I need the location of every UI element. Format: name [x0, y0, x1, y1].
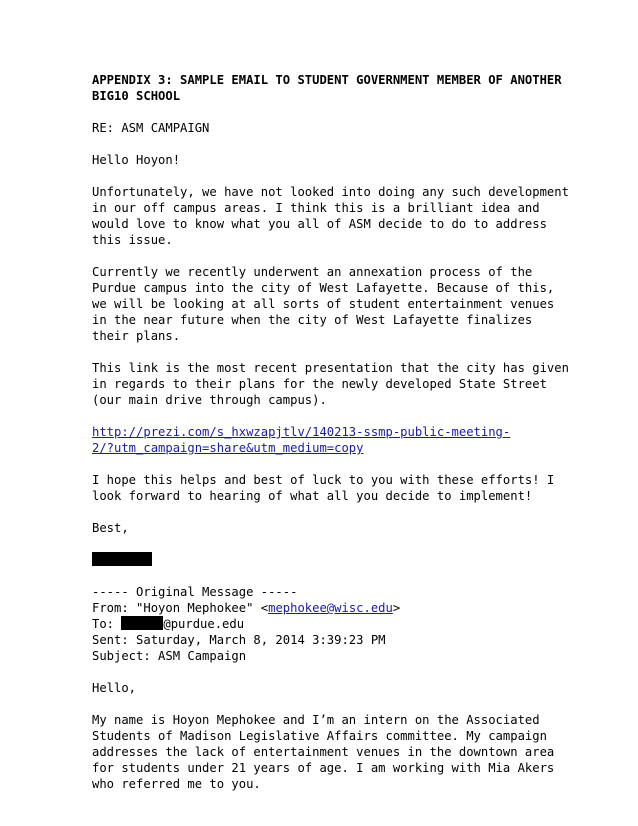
prezi-link[interactable] [92, 424, 562, 456]
paragraph-line: addresses the lack of entertainment venues in the downtown area [92, 745, 555, 759]
spacer [92, 344, 562, 360]
paragraph-line: This link is the most recent presentation that the city has given [92, 361, 569, 375]
prezi-link-line-2[interactable]: 2/?utm_campaign=share&utm_medium=copy [92, 441, 364, 455]
to-label: To: [92, 617, 122, 631]
paragraph-line: we will be looking at all sorts of student entertainment venues [92, 297, 555, 311]
reply-paragraph-1 [92, 184, 569, 248]
reply-paragraph-3 [92, 360, 569, 408]
spacer [92, 696, 562, 712]
spacer [92, 664, 562, 680]
reply-paragraph-2 [92, 264, 562, 344]
paragraph-line: their plans. [92, 329, 181, 343]
paragraph-line: (our main drive through campus). [92, 393, 327, 407]
redacted-recipient [121, 616, 163, 630]
original-from-line [92, 600, 562, 616]
spacer [92, 104, 562, 120]
original-sent-line: Sent: Saturday, March 8, 2014 3:39:23 PM [92, 633, 386, 647]
paragraph-line: this issue. [92, 233, 173, 247]
paragraph-line: in our off campus areas. I think this is a brilliant idea and [92, 201, 540, 215]
spacer [92, 504, 562, 520]
signature-line [92, 552, 562, 568]
prezi-link-line-1[interactable]: http://prezi.com/s_hxwzapjtlv/140213-ssmp-public-meeting- [92, 425, 511, 439]
reply-closing: Best, [92, 521, 129, 535]
spacer [92, 408, 562, 424]
redacted-signature [92, 552, 152, 566]
paragraph-line: would love to know what you all of ASM decide to do to address [92, 217, 547, 231]
to-domain: @purdue.edu [163, 617, 245, 631]
appendix-title-line-2: BIG10 SCHOOL [92, 89, 181, 103]
spacer [92, 248, 562, 264]
original-message-separator: ----- Original Message ----- [92, 585, 298, 599]
spacer [92, 168, 562, 184]
paragraph-line: look forward to hearing of what all you decide to implement! [92, 489, 533, 503]
original-greeting: Hello, [92, 681, 137, 695]
appendix-title-line-1: APPENDIX 3: SAMPLE EMAIL TO STUDENT GOVERNMENT MEMBER OF ANOTHER [92, 73, 562, 87]
paragraph-line: in regards to their plans for the newly developed State Street [92, 377, 547, 391]
paragraph-line: My name is Hoyon Mephokee and I’m an intern on the Associated [92, 713, 540, 727]
paragraph-line: Purdue campus into the city of West Lafayette. Because of this, [92, 281, 555, 295]
spacer [92, 536, 562, 552]
original-body-paragraph [92, 712, 562, 792]
paragraph-line: Currently we recently underwent an annexation process of the [92, 265, 533, 279]
paragraph-line: Students of Madison Legislative Affairs committee. My campaign [92, 729, 547, 743]
spacer [92, 456, 562, 472]
from-label: From: "Hoyon Mephokee" < [92, 601, 269, 615]
reply-paragraph-4 [92, 472, 562, 504]
from-end: > [392, 601, 401, 615]
spacer [92, 568, 562, 584]
from-email-link[interactable]: mephokee@wisc.edu [268, 601, 393, 615]
paragraph-line: in the near future when the city of West Lafayette finalizes [92, 313, 533, 327]
paragraph-line: who referred me to you. [92, 777, 261, 791]
document-page [92, 72, 569, 792]
paragraph-line: for students under 21 years of age. I am working with Mia Akers [92, 761, 555, 775]
paragraph-line: Unfortunately, we have not looked into doing any such development [92, 185, 569, 199]
reply-greeting: Hello Hoyon! [92, 153, 181, 167]
reply-subject: RE: ASM CAMPAIGN [92, 121, 210, 135]
original-to-line [92, 616, 562, 632]
original-subject-line: Subject: ASM Campaign [92, 649, 247, 663]
paragraph-line: I hope this helps and best of luck to you with these efforts! I [92, 473, 555, 487]
spacer [92, 136, 562, 152]
